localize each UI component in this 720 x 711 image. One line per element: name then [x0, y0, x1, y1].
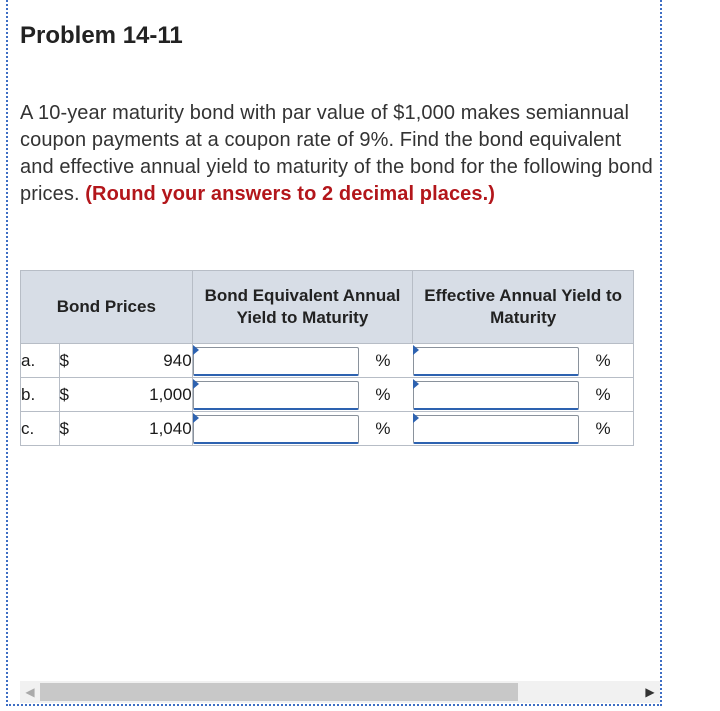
scroll-right-icon[interactable]: ▶	[645, 685, 655, 699]
percent-sign: %	[375, 378, 412, 412]
header-effective-annual-yield: Effective Annual Yield to Maturity	[413, 271, 634, 344]
bey-input-c[interactable]	[193, 415, 359, 444]
horizontal-scrollbar[interactable]	[20, 681, 660, 703]
percent-sign: %	[595, 344, 633, 378]
percent-sign: %	[375, 412, 412, 446]
currency-symbol: $	[59, 378, 104, 412]
rounding-instruction: (Round your answers to 2 decimal places.)	[85, 183, 496, 205]
currency-symbol: $	[59, 412, 104, 446]
row-letter: a.	[21, 344, 60, 378]
row-letter: b.	[21, 378, 60, 412]
currency-symbol: $	[59, 344, 104, 378]
eay-cell	[413, 412, 596, 446]
percent-sign: %	[595, 378, 633, 412]
eay-input-a[interactable]	[413, 347, 579, 376]
bey-cell	[192, 378, 375, 412]
input-flag-icon	[413, 379, 419, 389]
bond-price: 1,000	[104, 378, 193, 412]
header-bond-equivalent-yield: Bond Equivalent Annual Yield to Maturity	[192, 271, 413, 344]
input-flag-icon	[413, 345, 419, 355]
eay-input-c[interactable]	[413, 415, 579, 444]
bey-input-b[interactable]	[193, 381, 359, 410]
percent-sign: %	[375, 344, 412, 378]
percent-sign: %	[595, 412, 633, 446]
input-flag-icon	[193, 379, 199, 389]
eay-input-b[interactable]	[413, 381, 579, 410]
bond-price: 1,040	[104, 412, 193, 446]
input-flag-icon	[413, 413, 419, 423]
input-flag-icon	[193, 345, 199, 355]
bey-cell	[192, 412, 375, 446]
bey-cell	[192, 344, 375, 378]
problem-text: A 10-year maturity bond with par value of $1,000 makes semiannual coupon payments at a coupon rate of 9%. Find the bond equivalent and effective annual yield to maturity of the bond for the following bond prices.	[20, 102, 653, 205]
scroll-thumb[interactable]	[40, 683, 518, 701]
scroll-left-icon[interactable]: ◀	[25, 685, 35, 699]
table-row	[21, 378, 634, 412]
bond-yield-table	[20, 270, 634, 446]
row-letter: c.	[21, 412, 60, 446]
eay-cell	[413, 344, 596, 378]
bey-input-a[interactable]	[193, 347, 359, 376]
problem-statement	[20, 100, 656, 208]
header-bond-prices: Bond Prices	[21, 271, 193, 344]
input-flag-icon	[193, 413, 199, 423]
table-row	[21, 412, 634, 446]
bond-price: 940	[104, 344, 193, 378]
table-row	[21, 344, 634, 378]
page-title: Problem 14-11	[20, 22, 183, 49]
eay-cell	[413, 378, 596, 412]
